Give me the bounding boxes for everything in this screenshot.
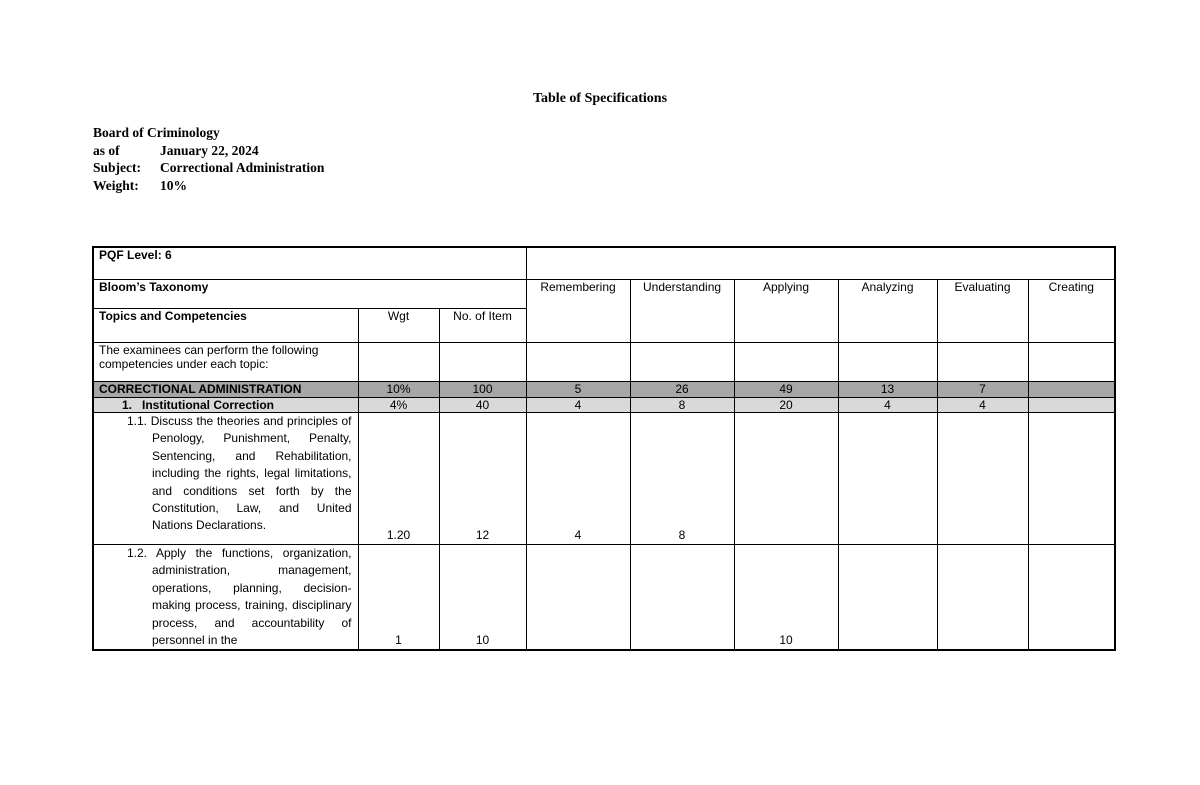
section-remembering: 5	[526, 382, 630, 398]
meta-subject-value: Correctional Administration	[160, 160, 325, 175]
topic-items: 40	[439, 398, 526, 413]
topic-analyzing: 4	[838, 398, 937, 413]
competency-analyzing	[838, 413, 937, 545]
empty-cell	[439, 343, 526, 382]
header-understanding: Understanding	[630, 280, 734, 343]
section-items: 100	[439, 382, 526, 398]
document-title: Table of Specifications	[532, 91, 668, 106]
competency-text	[93, 413, 358, 545]
competency-remembering	[526, 545, 630, 651]
meta-board-label: Board of Criminology	[93, 125, 220, 140]
empty-cell	[838, 343, 937, 382]
specifications-table	[92, 246, 1116, 651]
empty-cell	[734, 343, 838, 382]
empty-cell	[526, 343, 630, 382]
section-creating	[1028, 382, 1115, 398]
competency-number: 1.1.	[127, 414, 148, 428]
document-meta	[93, 124, 324, 194]
section-analyzing: 13	[838, 382, 937, 398]
section-understanding: 26	[630, 382, 734, 398]
meta-board	[93, 124, 324, 142]
competency-applying: 10	[734, 545, 838, 651]
competency-text	[93, 545, 358, 651]
competency-row	[93, 413, 1115, 545]
section-wgt: 10%	[358, 382, 439, 398]
competency-wgt: 1	[358, 545, 439, 651]
section-row	[93, 382, 1115, 398]
examinees-text: The examinees can perform the following competencies under each topic:	[93, 343, 358, 382]
header-evaluating: Evaluating	[937, 280, 1028, 343]
topic-evaluating: 4	[937, 398, 1028, 413]
examinees-row	[93, 343, 1115, 382]
competency-description: Apply the functions, organization, administration, management, operations, planning, decision-making process, training, disciplinary process, and accountability of personnel in the	[152, 546, 352, 648]
empty-cell	[1028, 343, 1115, 382]
competency-items: 10	[439, 545, 526, 651]
topics-competencies-label: Topics and Competencies	[93, 309, 358, 343]
competency-analyzing	[838, 545, 937, 651]
topic-remembering: 4	[526, 398, 630, 413]
section-applying: 49	[734, 382, 838, 398]
blooms-row	[93, 280, 1115, 309]
competency-evaluating	[937, 545, 1028, 651]
no-of-item-label: No. of Item	[439, 309, 526, 343]
header-analyzing: Analyzing	[838, 280, 937, 343]
competency-wgt: 1.20	[358, 413, 439, 545]
competency-understanding	[630, 545, 734, 651]
competency-items: 12	[439, 413, 526, 545]
competency-description: Discuss the theories and principles of Penology, Punishment, Penalty, Sentencing, and Rehabilitation, including the rights, legal limitations, and conditions set forth by the Constitution, Law, and United Nations Declarations.	[150, 414, 352, 533]
topic-row	[93, 398, 1115, 413]
empty-cell	[358, 343, 439, 382]
topic-name: 1. Institutional Correction	[93, 398, 358, 413]
topic-wgt: 4%	[358, 398, 439, 413]
section-evaluating: 7	[937, 382, 1028, 398]
empty-cell	[937, 343, 1028, 382]
competency-creating	[1028, 545, 1115, 651]
meta-as-of-label: as of	[93, 142, 120, 158]
section-name: CORRECTIONAL ADMINISTRATION	[93, 382, 358, 398]
pqf-row	[93, 247, 1115, 280]
empty-cell	[630, 343, 734, 382]
competency-remembering: 4	[526, 413, 630, 545]
meta-subject-label: Subject:	[93, 160, 141, 175]
pqf-level: PQF Level: 6	[93, 247, 526, 280]
competency-evaluating	[937, 413, 1028, 545]
header-remembering: Remembering	[526, 280, 630, 343]
competency-applying	[734, 413, 838, 545]
meta-weight-value: 10%	[160, 177, 187, 193]
meta-weight	[93, 177, 324, 195]
competency-row	[93, 545, 1115, 651]
topic-creating	[1028, 398, 1115, 413]
pqf-blank	[526, 247, 1115, 280]
meta-as-of-value: January 22, 2024	[160, 142, 259, 158]
topic-applying: 20	[734, 398, 838, 413]
header-applying: Applying	[734, 280, 838, 343]
competency-creating	[1028, 413, 1115, 545]
wgt-label: Wgt	[358, 309, 439, 343]
blooms-taxonomy-label: Bloom’s Taxonomy	[93, 280, 526, 309]
competency-number: 1.2.	[127, 546, 148, 560]
competency-understanding: 8	[630, 413, 734, 545]
topic-understanding: 8	[630, 398, 734, 413]
meta-as-of	[93, 142, 324, 160]
meta-subject	[93, 159, 324, 177]
header-creating: Creating	[1028, 280, 1115, 343]
meta-weight-label: Weight:	[93, 177, 139, 193]
